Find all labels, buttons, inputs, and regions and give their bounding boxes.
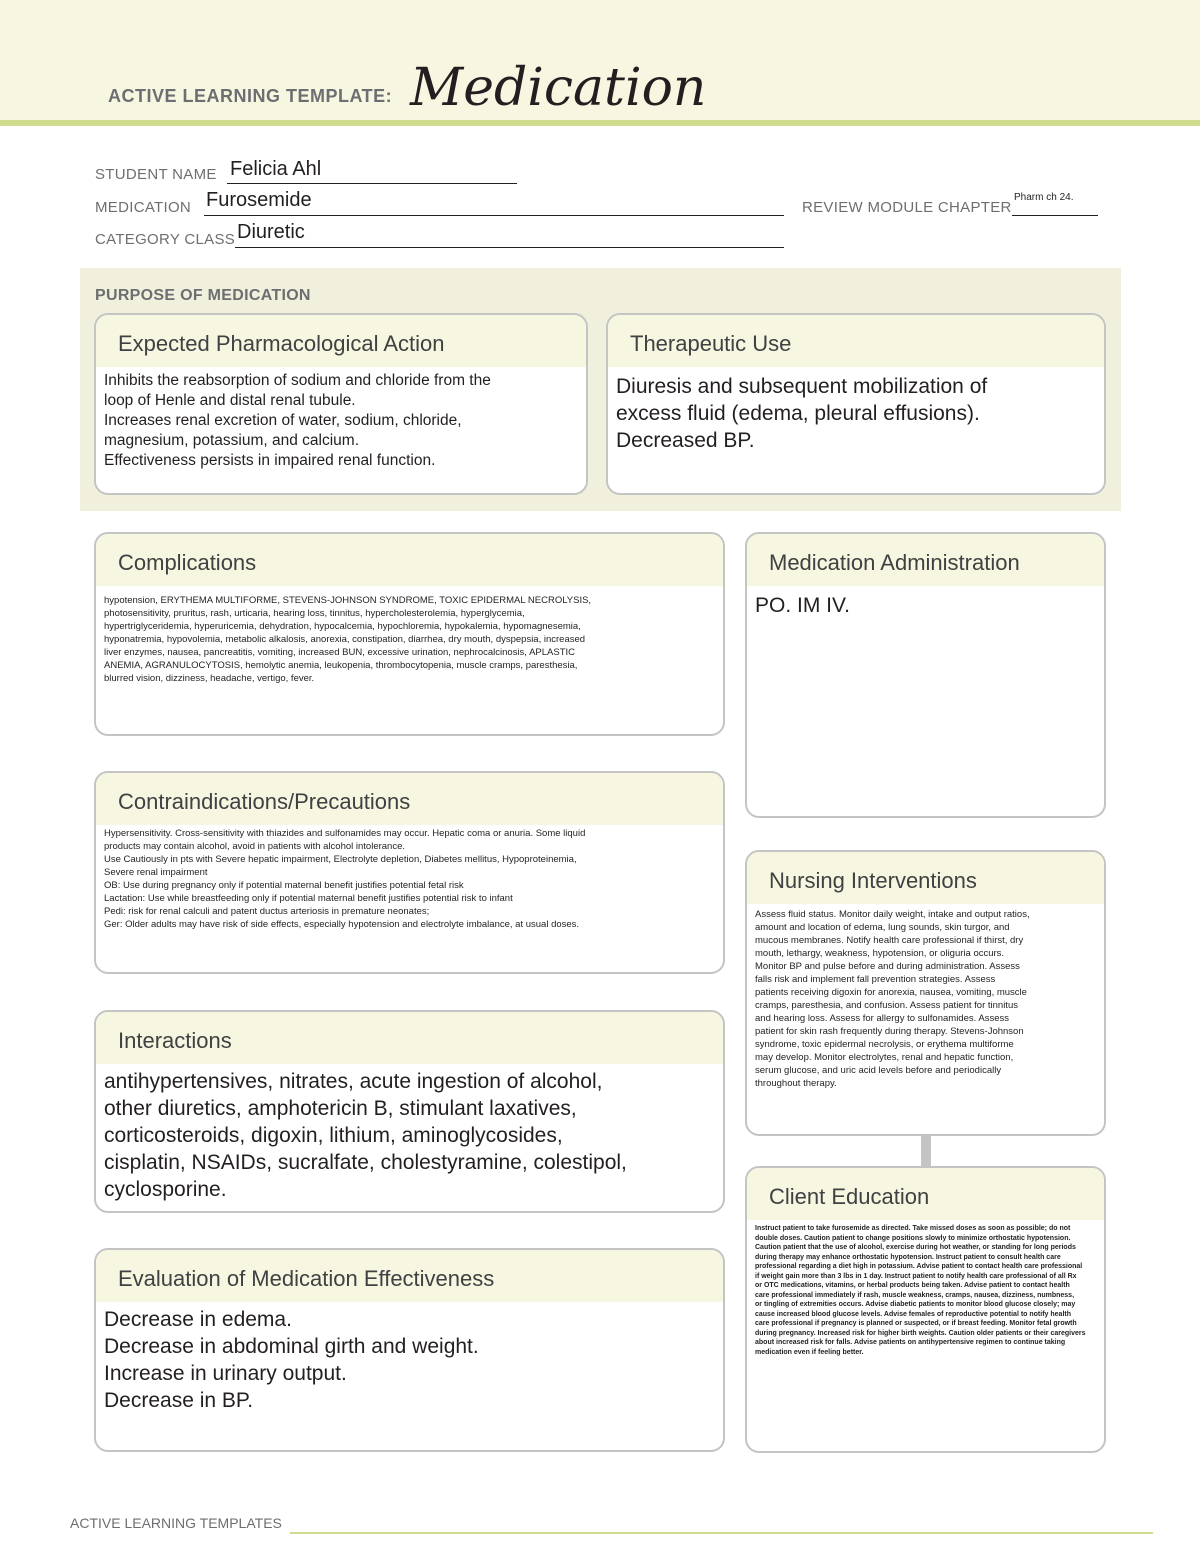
client-education-text[interactable]: Instruct patient to take furosemide as directed. Take missed doses as soon as possible; do not double doses. Caution patient to change positions slowly to minimize orthostatic hypotension. Caution patient that the use of alcohol, exercise during hot weather, or standing for long periods during therapy may enhance orthostatic hypotension. Instruct patient to consult health care professional regarding a diet high in potassium. Advise patient to contact health care professional if weight gain more than 3 lbs in 1 day. Instruct patient to notify health care professional of all Rx or OTC medications, vitamins, or herbal products being taken. Advise patient to contact health care professional immediately if rash, muscle weakness, cramps, nausea, dizziness, numbness, or tingling of extremities occurs. Advise diabetic patients to monitor blood glucose closely; may cause increased blood glucose levels. Advise females of reproductive potential to notify health care professional if pregnancy is planned or suspected, or if breast feeding. Monitor fetal growth during pregnancy. Increased risk for higher birth weights. Caution older patients or their caregivers about increased risk for falls. Advise patients on antihypertensive regimen to continue taking medication even if feeling better. xyxy=(755,1225,1086,1356)
purpose-title: PURPOSE OF MEDICATION xyxy=(95,287,311,304)
expected-action-title: Expected Pharmacological Action xyxy=(96,315,586,367)
evaluation-title: Evaluation of Medication Effectiveness xyxy=(96,1250,723,1302)
review-module-field[interactable]: Pharm ch 24. xyxy=(1014,192,1074,203)
contraindications-title: Contraindications/Precautions xyxy=(96,773,723,825)
interactions-card xyxy=(94,1010,725,1213)
interactions-title: Interactions xyxy=(96,1012,723,1064)
category-label: CATEGORY CLASS xyxy=(95,231,236,248)
complications-text[interactable]: hypotension, ERYTHEMA MULTIFORME, STEVENS-JOHNSON SYNDROME, TOXIC EPIDERMAL NECROLYSIS, photosensitivity, pruritus, rash, urticaria, hearing loss, tinnitus, hypercholesterolemia, hyperglycemia, hypertriglyceridemia, hyperuricemia, dehydration, hypocalcemia, hypochloremia, hypokalemia, hypomagnesemia, hyponatremia, hypovolemia, metabolic alkalosis, anorexia, constipation, diarrhea, dry mouth, dyspepsia, increased liver enzymes, nausea, pancreatitis, vomiting, increased BUN, excessive urination, nephrocalcinosis, APLASTIC ANEMIA, AGRANULOCYTOSIS, hemolytic anemia, leukopenia, thrombocytopenia, muscle cramps, paresthesia, blurred vision, dizziness, headache, vertigo, fever. xyxy=(104,595,592,684)
administration-title: Medication Administration xyxy=(747,534,1104,586)
template-title: Medication xyxy=(410,58,707,118)
medication-label: MEDICATION xyxy=(95,199,192,216)
therapeutic-use-title: Therapeutic Use xyxy=(608,315,1104,367)
section-connector xyxy=(921,1135,931,1167)
category-line xyxy=(235,247,784,248)
student-name-field[interactable]: Felicia Ahl xyxy=(230,158,322,180)
therapeutic-use-text[interactable]: Diuresis and subsequent mobilization of excess fluid (edema, pleural effusions). Decreased BP. xyxy=(616,375,988,452)
administration-text[interactable]: PO. IM IV. xyxy=(755,594,850,617)
contraindications-card xyxy=(94,771,725,974)
contraindications-text[interactable]: Hypersensitivity. Cross-sensitivity with thiazides and sulfonamides may occur. Hepatic coma or anuria. Some liquid products may contain alcohol, avoid in patients with alcohol intolerance. Use Cautiously in pts with Severe hepatic impairment, Electrolyte depletion, Diabetes mellitus, Hypoproteinemia, Severe renal impairment OB: Use during pregnancy only if potential maternal benefit justifies potential fetal risk Lactation: Use while breastfeeding only if potential maternal benefit justifies potential risk to infant Pedi: risk for renal calculi and patent ductus arteriosis in premature neonates; Ger: Older adults may have risk of side effects, especially hypotension and electrolyte imbalance, at usual doses. xyxy=(104,828,586,930)
complications-card xyxy=(94,532,725,736)
footer-label: ACTIVE LEARNING TEMPLATES xyxy=(70,1515,282,1531)
student-name-label: STUDENT NAME xyxy=(95,166,217,183)
nursing-interventions-card xyxy=(745,850,1106,1136)
expected-action-card xyxy=(94,313,588,495)
medication-line xyxy=(204,215,784,216)
header-divider xyxy=(0,120,1200,126)
review-module-line xyxy=(1012,215,1098,216)
client-education-card xyxy=(745,1166,1106,1453)
nursing-interventions-title: Nursing Interventions xyxy=(747,852,1104,904)
therapeutic-use-card xyxy=(606,313,1106,495)
complications-title: Complications xyxy=(96,534,723,586)
medication-field[interactable]: Furosemide xyxy=(206,189,312,211)
administration-card xyxy=(745,532,1106,818)
review-module-label: REVIEW MODULE CHAPTER xyxy=(802,199,1012,216)
evaluation-card xyxy=(94,1248,725,1452)
footer-divider xyxy=(290,1532,1153,1534)
expected-action-text[interactable]: Inhibits the reabsorption of sodium and chloride from the loop of Henle and distal renal tubule. Increases renal excretion of water, sodium, chloride, magnesium, potassium, and calcium. Effectiveness persists in impaired renal function. xyxy=(104,372,491,469)
nursing-interventions-text[interactable]: Assess fluid status. Monitor daily weight, intake and output ratios, amount and location of edema, lung sounds, skin turgor, and mucous membranes. Notify health care professional if thirst, dry mouth, lethargy, weakness, hypotension, or oliguria occurs. Monitor BP and pulse before and during administration. Assess falls risk and implement fall prevention strategies. Assess patients receiving digoxin for anorexia, nausea, vomiting, muscle cramps, paresthesia, and confusion. Assess patient for tinnitus and hearing loss. Assess for allergy to sulfonamides. Assess patient for skin rash frequently during therapy. Stevens-Johnson syndrome, toxic epidermal necrolysis, or erythema multiforme may develop. Monitor electrolytes, renal and hepatic function, serum glucose, and uric acid levels before and periodically throughout therapy. xyxy=(755,909,1030,1089)
student-name-line xyxy=(227,183,517,184)
client-education-title: Client Education xyxy=(747,1168,1104,1220)
template-label: ACTIVE LEARNING TEMPLATE: xyxy=(108,86,393,106)
evaluation-text[interactable]: Decrease in edema. Decrease in abdominal girth and weight. Increase in urinary output. Decrease in BP. xyxy=(104,1308,479,1412)
category-field[interactable]: Diuretic xyxy=(237,221,305,243)
interactions-text[interactable]: antihypertensives, nitrates, acute ingestion of alcohol, other diuretics, amphotericin B, stimulant laxatives, corticosteroids, digoxin, lithium, aminoglycosides, cisplatin, NSAIDs, sucralfate, cholestyramine, colestipol, cyclosporine. xyxy=(104,1070,627,1201)
